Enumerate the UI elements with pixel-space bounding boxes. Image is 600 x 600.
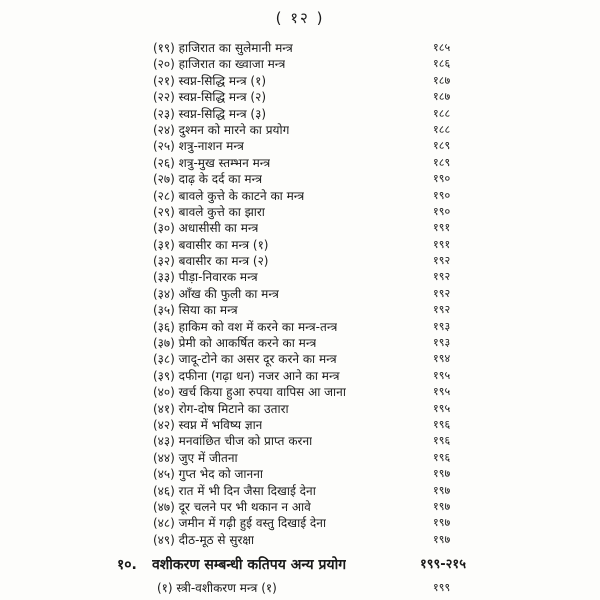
entry-label: (२९) बावले कुत्ते का झारा	[153, 204, 265, 219]
entry-label: (३१) बवासीर का मन्त्र (१)	[153, 237, 269, 252]
table-of-contents	[0, 40, 600, 597]
entry-page: १९२	[433, 303, 451, 317]
toc-entry	[0, 122, 600, 138]
entry-page: १८९	[433, 139, 451, 153]
entry-label: (४३) मनवांछित चीज को प्राप्त करना	[153, 434, 313, 449]
entry-page: १९७	[433, 467, 451, 481]
entry-page: १९६	[433, 434, 451, 448]
chapter-heading	[0, 552, 600, 578]
entry-label: (२५) शत्रु-नाशन मन्त्र	[153, 139, 244, 154]
entry-label: (२८) बावले कुत्ते के काटने का मन्त्र	[153, 188, 305, 203]
toc-entry	[0, 401, 600, 417]
entry-page: १९९	[433, 581, 451, 595]
toc-entry	[0, 417, 600, 433]
toc-entries	[0, 40, 600, 548]
entry-label: (२०) हाजिरात का ख्वाजा मन्त्र	[153, 57, 286, 72]
toc-entry	[0, 138, 600, 154]
entry-page: १८५	[433, 41, 451, 54]
toc-entry	[0, 302, 600, 318]
entry-label: (४७) दूर चलने पर भी थकान न आवे	[153, 499, 311, 514]
entry-page: १९३	[433, 319, 451, 333]
entry-page: १९४	[433, 352, 451, 366]
entry-page: १९७	[433, 516, 451, 530]
chapter-title: वशीकरण सम्बन्धी कतिपय अन्य प्रयोग	[152, 557, 347, 574]
entry-page: १९०	[433, 204, 451, 218]
toc-entry	[0, 499, 600, 515]
toc-entry	[0, 466, 600, 482]
entry-label: (३२) बवासीर का मन्त्र (२)	[153, 254, 269, 269]
entry-page: १९५	[433, 401, 451, 415]
entry-page: १८८	[433, 106, 451, 120]
toc-entry	[0, 204, 600, 220]
entry-page: १९१	[433, 237, 451, 251]
entry-page: १८६	[433, 57, 451, 71]
entry-label: (२३) स्वप्न-सिद्धि मन्त्र (३)	[153, 106, 267, 121]
entry-label: (२२) स्वप्न-सिद्धि मन्त्र (२)	[153, 90, 267, 105]
toc-entry	[0, 483, 600, 499]
toc-entry	[0, 106, 600, 122]
toc-entry	[0, 40, 600, 56]
entry-label: (२४) दुश्मन को मारने का प्रयोग	[153, 122, 290, 137]
entry-label: (२७) दाढ़ के दर्द का मन्त्र	[153, 172, 263, 187]
entry-page: १९०	[433, 188, 451, 202]
entry-label: (४९) दीठ-मूठ से सुरक्षा	[153, 532, 255, 547]
entry-label: (३९) दफीना (गढ़ा धन) नजर आने का मन्त्र	[153, 368, 340, 383]
entry-page: १९०	[433, 172, 451, 186]
entry-label: (३७) प्रेमी को आकर्षित करने का मन्त्र	[153, 336, 317, 351]
toc-entry	[0, 433, 600, 449]
toc-entry	[0, 253, 600, 269]
toc-entry	[0, 515, 600, 531]
entry-page: १९७	[433, 483, 451, 497]
entry-label: (२१) स्वप्न-सिद्धि मन्त्र (१)	[153, 73, 267, 88]
toc-entry	[0, 335, 600, 351]
entry-page: १९२	[433, 286, 451, 300]
entry-page: १९१	[433, 221, 451, 235]
toc-entry	[0, 384, 600, 400]
entry-page: १९२	[433, 254, 451, 268]
toc-entry	[0, 450, 600, 466]
toc-entry	[0, 56, 600, 72]
entry-label: (४५) गुप्त भेद को जानना	[153, 467, 263, 482]
toc-entry	[0, 171, 600, 187]
entry-page: १९२	[433, 270, 451, 284]
entry-label: (४४) जुए में जीतना	[153, 450, 238, 465]
entry-label: (४६) रात में भी दिन जैसा दिखाई देना	[153, 483, 316, 498]
entry-page: १८७	[433, 73, 451, 87]
toc-entry	[0, 89, 600, 105]
entry-page: १९५	[433, 368, 451, 382]
chapter-page-range: १९९-२१५	[420, 557, 466, 573]
entry-page: १८७	[433, 90, 451, 104]
toc-entry	[0, 351, 600, 367]
entry-label: (३६) हाकिम को वश में करने का मन्त्र-तन्त्र	[153, 319, 338, 334]
chapter-number: १०.	[117, 557, 137, 574]
toc-entry	[0, 286, 600, 302]
entry-label: (४२) स्वप्न में भविष्य ज्ञान	[153, 417, 263, 432]
entry-page: १९७	[433, 499, 451, 513]
entry-page: १९७	[433, 532, 451, 546]
entry-page: १९५	[433, 385, 451, 399]
entry-label: (२६) शत्रु-मुख स्तम्भन मन्त्र	[153, 155, 271, 170]
entry-label: (३३) पीड़ा-निवारक मन्त्र	[153, 270, 258, 285]
toc-entry	[0, 188, 600, 204]
entry-label: (३४) आँख की फुली का मन्त्र	[153, 286, 279, 301]
entry-label: (४८) जमीन में गढ़ी हुई वस्तु दिखाई देना	[153, 516, 327, 531]
toc-entry	[0, 368, 600, 384]
entry-label: (३८) जादू-टोने का असर दूर करने का मन्त्र	[153, 352, 337, 367]
entry-page: १८८	[433, 122, 451, 136]
toc-entry	[0, 319, 600, 335]
entry-page: १९३	[433, 336, 451, 350]
toc-entry	[0, 220, 600, 236]
page-number: ( १२ )	[275, 9, 325, 27]
entry-label: (४०) खर्च किया हुआ रुपया वापिस आ जाना	[153, 385, 346, 400]
toc-entry	[0, 532, 600, 548]
entry-page: १९६	[433, 450, 451, 464]
entry-label: (३०) अधासीसी का मन्त्र	[153, 221, 259, 236]
entry-label: (१) स्त्री-वशीकरण मन्त्र (१)	[157, 581, 277, 596]
entry-label: (४१) रोग-दोष मिटाने का उतारा	[153, 401, 289, 416]
entry-label: (३५) सिया का मन्त्र	[153, 303, 238, 318]
entry-label: (१९) हाजिरात का सुलेमानी मन्त्र	[153, 41, 293, 55]
toc-entry	[0, 73, 600, 89]
entry-page: १८९	[433, 155, 451, 169]
toc-entry	[0, 155, 600, 171]
toc-entry	[0, 269, 600, 285]
entry-page: १९६	[433, 417, 451, 431]
toc-entry	[0, 237, 600, 253]
toc-entry	[0, 580, 600, 596]
